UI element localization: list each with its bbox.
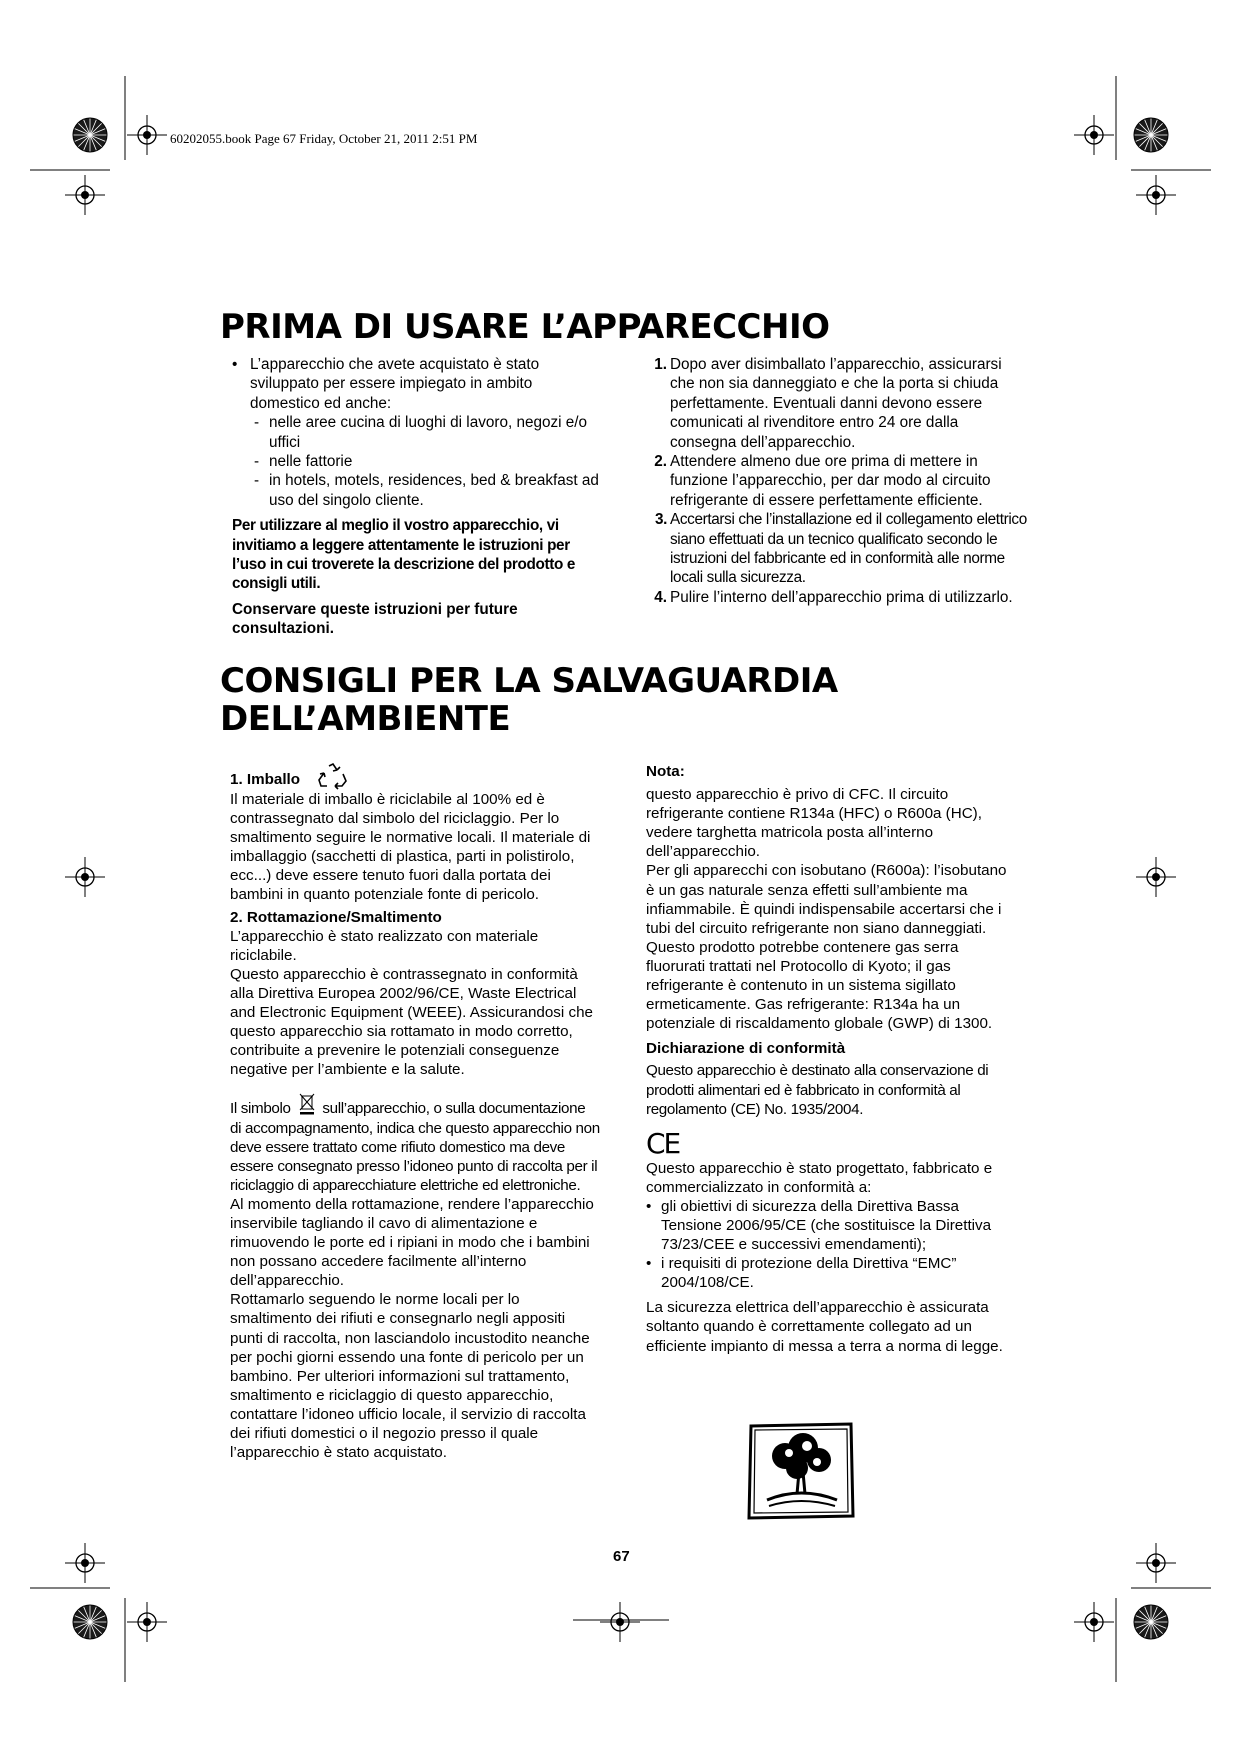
section2-right-column bbox=[646, 762, 1018, 1356]
intro-text: L’apparecchio che avete acquistato è stato sviluppato per essere impiegato in ambito domestico ed anche: bbox=[250, 356, 540, 412]
bullet-item: • gli obiettivi di sicurezza della Direttiva Bassa Tensione 2006/95/CE (che sostituisce la Direttiva 73/23/CEE e successivi emendamenti); bbox=[646, 1197, 992, 1254]
paragraph: Il materiale di imballo è riciclabile al 100% ed è contrassegnato dal simbolo del riciclaggio. Per lo smaltimento seguire le normative locali. Il materiale di imballaggio (sacchetti di plastica, parti in polistirolo, ecc...) deve essere tenuto fuori dalla portata dei bambini in quanto potenziale fonte di pericolo. bbox=[230, 791, 591, 904]
section-title-consigli: CONSIGLI PER LA SALVAGUARDIA DELL’AMBIENTE bbox=[220, 661, 838, 739]
heading-imballo: 1. Imballo bbox=[230, 762, 600, 790]
paragraph: Al momento della rottamazione, rendere l’apparecchio inservibile tagliando il cavo di alimentazione e rimuovendo le porte ed i ripiani in modo che i bambini non possano accedere facilmente all’interno dell’apparecchio. bbox=[230, 1195, 594, 1290]
environment-tree-picture bbox=[745, 1420, 857, 1522]
numbered-step: 1. Dopo aver disimballato l’apparecchio, assicurarsi che non sia danneggiato e che la porta si chiuda perfettamente. Eventuali danni devono essere comunicati al rivenditore entro 24 ore dalla consegna dell’apparecchio. bbox=[654, 356, 1002, 451]
dash-item: - in hotels, motels, residences, bed & breakfast ad uso del singolo cliente. bbox=[254, 472, 599, 509]
paragraph: Questo apparecchio è contrassegnato in conformità alla Direttiva Europea 2002/96/CE, Waste Electrical and Electronic Equipment (WEEE). Assicurandosi che questo apparecchio sia rottamato in modo corretto, contribuite a prevenire le potenziali conseguenze negative per l’ambiente e la salute. bbox=[230, 965, 593, 1079]
bullet-item: • L’apparecchio che avete acquistato è stato sviluppato per essere impiegato in ambito domestico ed anche: bbox=[232, 355, 604, 413]
heading-rottamazione: 2. Rottamazione/Smaltimento bbox=[230, 908, 442, 926]
heading-nota: Nota: bbox=[646, 763, 685, 780]
dash-item: - nelle fattorie bbox=[254, 453, 353, 471]
paragraph: questo apparecchio è privo di CFC. Il circuito refrigerante contiene R134a (HFC) o R600a (HC), vedere targhetta matricola posta all’interno dell’apparecchio. bbox=[646, 786, 982, 861]
dash-item: - nelle aree cucina di luoghi di lavoro, negozi e/o uffici bbox=[254, 414, 588, 451]
crossed-bin-icon bbox=[299, 1093, 315, 1115]
page-number: 67 bbox=[613, 1548, 630, 1565]
paragraph: L’apparecchio è stato realizzato con materiale riciclabile. bbox=[230, 927, 539, 964]
section2-left-column bbox=[230, 762, 600, 1462]
ce-mark: CE bbox=[646, 1126, 680, 1160]
bullet-item: • i requisiti di protezione della Direttiva “EMC” 2004/108/CE. bbox=[646, 1255, 957, 1292]
paragraph: Rottamarlo seguendo le norme locali per lo smaltimento dei rifiuti e consegnarlo negli appositi punti di raccolta, non lasciandolo incustodito neanche per pochi giorni essendo una fonte di pericolo per un bambino. Per ulteriori informazioni sul trattamento, smaltimento e riciclaggio di questo apparecchio, contattare l’idoneo ufficio locale, il servizio di raccolta dei rifiuti domestici o il negozio presso il quale l’apparecchio è stato acquistato. bbox=[230, 1291, 590, 1462]
paragraph: Il simbolo sull’apparecchio, o sulla documentazione di accompagnamento, indica che questo apparecchio non deve essere trattato come rifiuto domestico ma deve essere consegnato presso l’idoneo punto di raccolta per il riciclaggio di apparecchiature elettriche ed elettroniche. bbox=[230, 1093, 600, 1194]
numbered-step: 3. Accertarsi che l’installazione ed il collegamento elettrico siano effettuati da un tecnico qualificato secondo le istruzioni del fabbricante ed in conformità alle norme locali sulla sicurezza. bbox=[654, 511, 1027, 587]
recycle-icon bbox=[318, 762, 348, 790]
print-header: 60202055.book Page 67 Friday, October 21, 2011 2:51 PM bbox=[170, 131, 478, 146]
paragraph: Questo apparecchio è destinato alla conservazione di prodotti alimentari ed è fabbricato in conformità al regolamento (CE) No. 1935/2004. bbox=[646, 1062, 989, 1118]
bold-paragraph: Conservare queste istruzioni per future consultazioni. bbox=[232, 600, 518, 638]
paragraph: Questo apparecchio è stato progettato, fabbricato e commercializzato in conformità a: bbox=[646, 1159, 993, 1196]
paragraph: Per gli apparecchi con isobutano (R600a): l’isobutano è un gas naturale senza effetti sull’ambiente ma infiammabile. È quindi indispensabile accertarsi che i tubi del circuito refrigerante non siano danneggiati. bbox=[646, 862, 1007, 937]
heading-dichiarazione: Dichiarazione di conformità bbox=[646, 1040, 846, 1058]
paragraph: Questo prodotto potrebbe contenere gas serra fluorurati trattati nel Protocollo di Kyoto; il gas refrigerante è contenuto in un sistema sigillato ermeticamente. Gas refrigerante: R134a ha un potenziale di riscaldamento globale (GWP) di 1300. bbox=[646, 938, 993, 1033]
numbered-step: 4. Pulire l’interno dell’apparecchio prima di utilizzarlo. bbox=[654, 588, 1013, 606]
numbered-step: 2. Attendere almeno due ore prima di mettere in funzione l’apparecchio, per dar modo al circuito refrigerante di essere perfettamente efficiente. bbox=[654, 453, 991, 509]
bold-paragraph: Per utilizzare al meglio il vostro apparecchio, vi invitiamo a leggere attentamente le istruzioni per l’uso in cui troverete la descrizione del prodotto e consigli utili. bbox=[232, 517, 576, 593]
section-title-prima: PRIMA DI USARE L’APPARECCHIO bbox=[220, 307, 830, 347]
paragraph: La sicurezza elettrica dell’apparecchio è assicurata soltanto quando è correttamente collegato ad un efficiente impianto di messa a terra a norma di legge. bbox=[646, 1299, 1003, 1355]
section1-left-column bbox=[232, 355, 604, 639]
section1-right-column bbox=[647, 355, 1027, 607]
